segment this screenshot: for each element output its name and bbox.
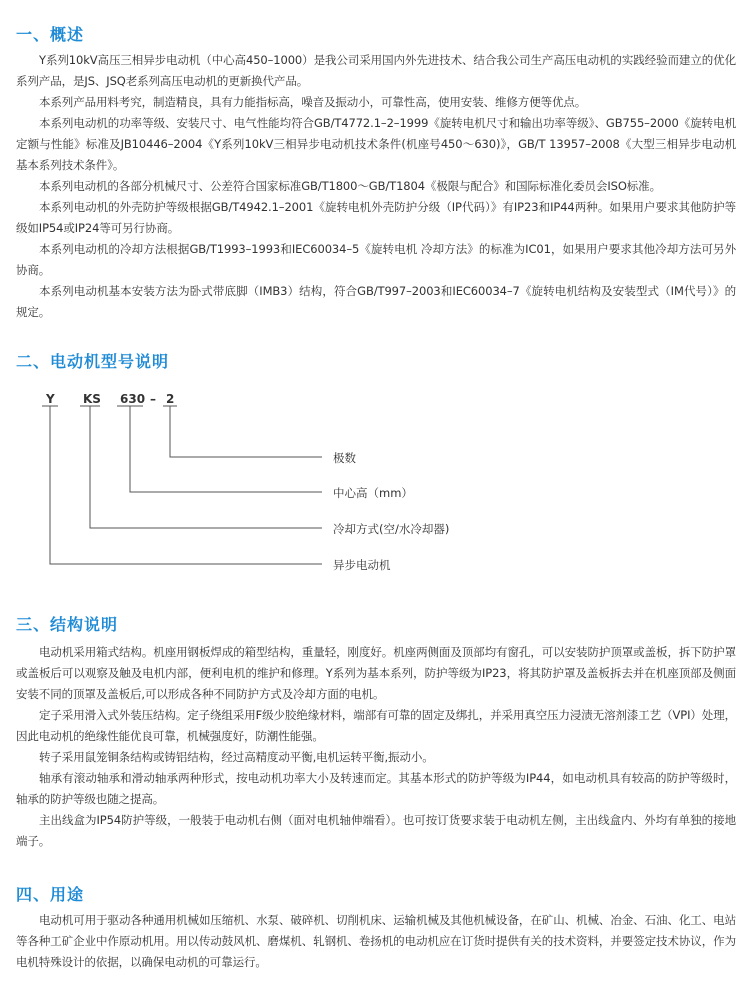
structure-paragraphs — [16, 642, 736, 852]
code-part-y: Y — [46, 392, 55, 406]
paragraph: 本系列电动机基本安装方法为卧式带底脚（IMB3）结构，符合GB/T997–2003和IEC60034–7《旋转电机结构及安装型式（IM代号）》的规定。 — [16, 284, 736, 319]
section-title-usage: 四、用途 — [16, 885, 85, 904]
connector-center-height — [130, 406, 322, 492]
paragraph: 定子采用滑入式外装压结构。定子绕组采用F级少胶绝缘材料，端部有可靠的固定及绑扎，并采用真空压力浸渍无溶剂漆工艺（VPI）处理，因此电动机的绝缘性能优良可靠，机械强度好，防潮性能强。 — [16, 708, 737, 743]
paragraph: 本系列电动机的冷却方法根据GB/T1993–1993和IEC60034–5《旋转电机 冷却方法》的标准为IC01，如果用户要求其他冷却方法可另外协商。 — [16, 242, 736, 277]
section-title-overview: 一、概述 — [16, 25, 85, 44]
connector-cooling — [90, 406, 322, 528]
paragraph: 轴承有滚动轴承和滑动轴承两种形式，按电动机功率大小及转速而定。其基本形式的防护等级为IP44，如电动机具有较高的防护等级时，轴承的防护等级也随之提高。 — [16, 771, 736, 806]
paragraph: Y系列10kV高压三相异步电动机（中心高450–1000）是我公司采用国内外先进技术、结合我公司生产高压电动机的实践经验而建立的优化系列产品，是JS、JSQ老系列高压电动机的更新换代产品。 — [16, 53, 736, 88]
paragraph: 电动机可用于驱动各种通用机械如压缩机、水泵、破碎机、切削机床、运输机械及其他机械设备，在矿山、机械、冶金、石油、化工、电站等各种工矿企业中作原动机用。用以传动鼓风机、磨煤机、轧钢机、卷扬机的电动机应在订货时提供有关的技术资料，并要签定技术协议，作为电机特殊设计的依据，以确保电动机的可靠运行。 — [16, 913, 736, 969]
label-cooling-method: 冷却方式(空/水冷却器) — [333, 522, 450, 536]
paragraph: 主出线盒为IP54防护等级，一般装于电动机右侧（面对电机轴伸端看）。也可按订货要求装于电动机左侧，主出线盒内、外均有单独的接地端子。 — [16, 813, 736, 848]
paragraph: 本系列电动机的各部分机械尺寸、公差符合国家标准GB/T1800～GB/T1804《极限与配合》和国际标准化委员会ISO标准。 — [39, 179, 661, 193]
paragraph: 本系列电动机的外壳防护等级根据GB/T4942.1–2001《旋转电机外壳防护分级（IP代码）》有IP23和IP44两种。如果用户要求其他防护等级如IP54或IP24等可另行协商。 — [16, 200, 736, 235]
label-async-motor: 异步电动机 — [333, 558, 391, 572]
section-title-model-code: 二、电动机型号说明 — [16, 352, 170, 371]
section-title-structure: 三、结构说明 — [16, 615, 119, 634]
code-part-center-height: 630 — [120, 392, 146, 406]
label-poles: 极数 — [333, 451, 356, 465]
paragraph: 电动机采用箱式结构。机座用钢板焊成的箱型结构，重量轻，刚度好。机座两侧面及顶部均有窗孔，可以安装防护顶罩或盖板，拆下防护罩或盖板后可以观察及触及电机内部，便利电机的维护和修理。Y系列为基本系列，防护等级为IP23，将其防护罩及盖板拆去并在机座顶部及侧面安装不同的顶罩及盖板后,可以形成各种不同防护方式及冷却方面的电机。 — [16, 645, 736, 701]
paragraph: 本系列电动机的功率等级、安装尺寸、电气性能均符合GB/T4772.1–2–1999《旋转电机尺寸和输出功率等级》、GB755–2000《旋转电机 定额与性能》标准及JB10446–2004《Y系列10kV三相异步电动机技术条件(机座号450～630)》，GB/T 13957–2008《大型三相异步电动机基本系列技术条件》。 — [16, 116, 736, 172]
paragraph: 转子采用鼠笼铜条结构或铸铝结构，经过高精度动平衡,电机运转平衡,振动小。 — [39, 750, 434, 764]
code-part-ks: KS — [83, 392, 101, 406]
label-center-height: 中心高（mm） — [333, 486, 413, 500]
usage-paragraphs — [16, 910, 736, 973]
code-part-poles: 2 — [166, 392, 175, 406]
paragraph: 本系列产品用料考究，制造精良，具有力能指标高，噪音及振动小，可靠性高，使用安装、维修方便等优点。 — [39, 95, 587, 109]
code-part-dash: – — [150, 392, 156, 406]
connector-async — [50, 406, 322, 564]
connector-poles — [170, 406, 322, 457]
